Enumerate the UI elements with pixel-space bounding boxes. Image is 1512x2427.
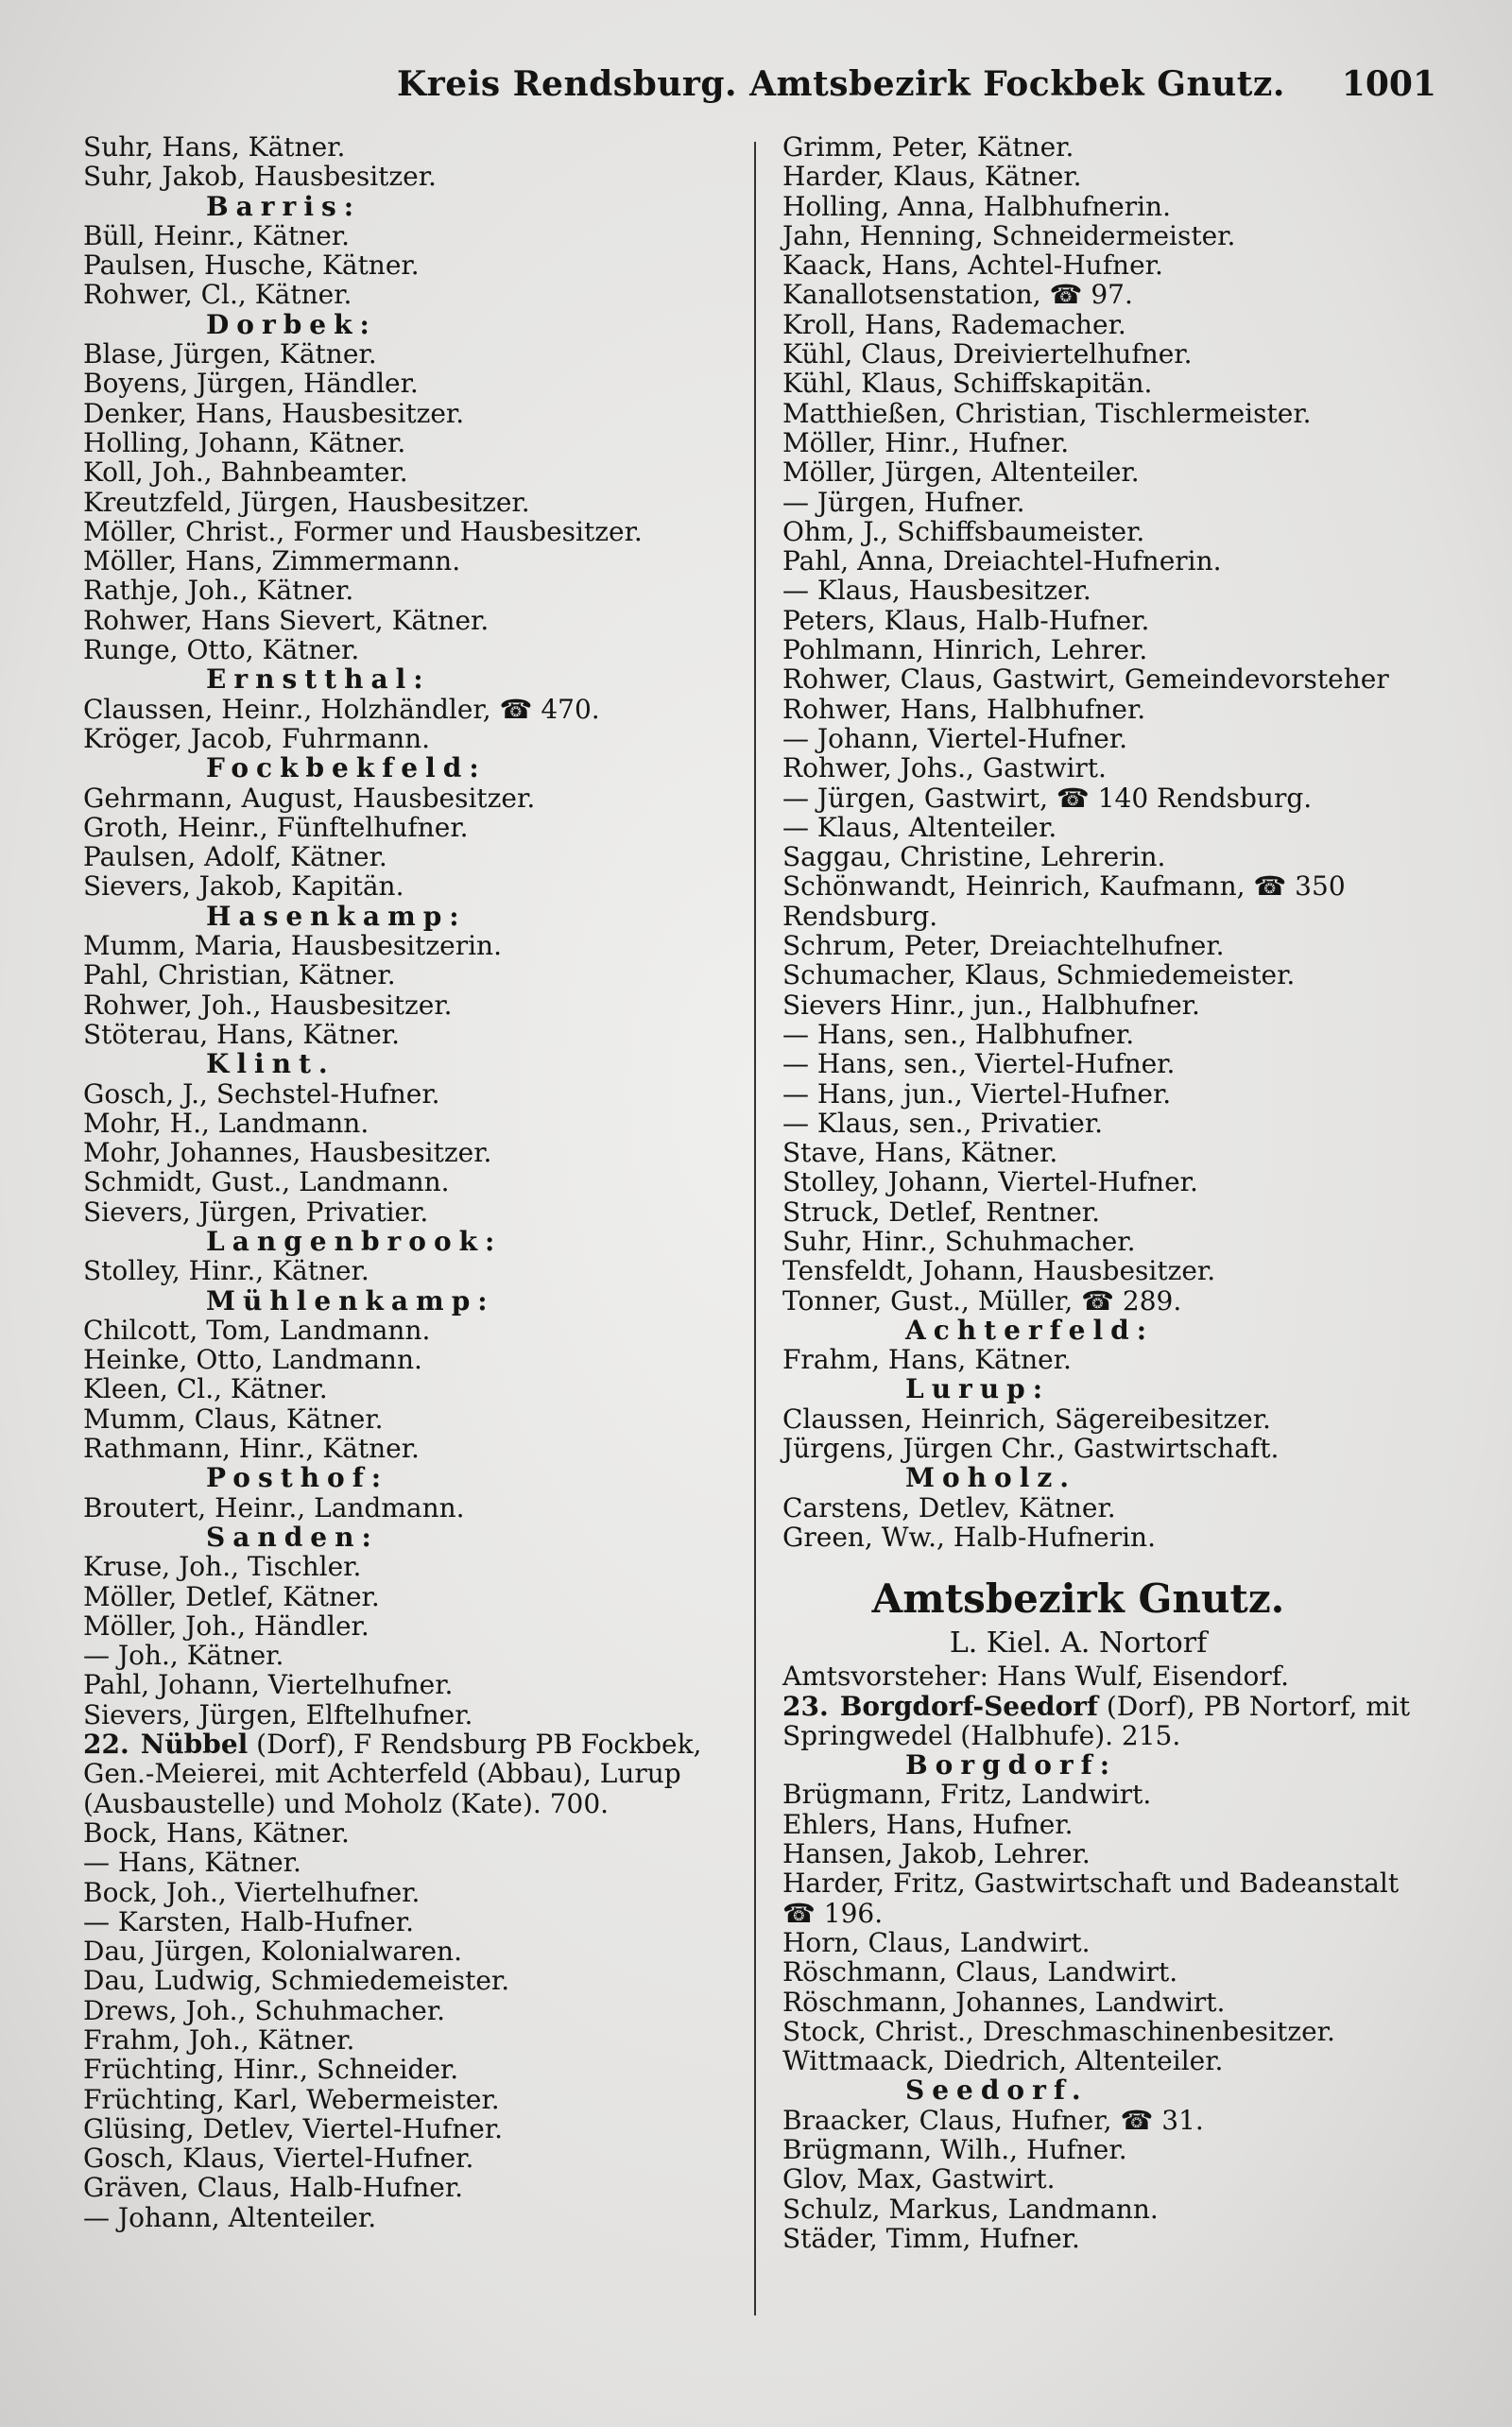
resident-entry: Suhr, Jakob, Hausbesitzer. [83,161,437,193]
resident-entry: — Hans, Kätner. [83,1847,301,1879]
resident-entry: Tensfeldt, Johann, Hausbesitzer. [782,1255,1216,1287]
resident-entry: Boyens, Jürgen, Händler. [83,368,419,400]
resident-entry: ☎ 196. [782,1897,884,1929]
resident-entry: — Jürgen, Hufner. [782,486,1025,518]
resident-entry: Kühl, Klaus, Schiffskapitän. [782,368,1153,400]
resident-entry: Chilcott, Tom, Landmann. [83,1314,431,1346]
resident-entry: Glüsing, Detlev, Viertel-Hufner. [83,2112,504,2144]
resident-entry: Stock, Christ., Dreschmaschinenbesitzer. [782,2015,1335,2047]
resident-entry: Möller, Joh., Händler. [83,1609,369,1642]
resident-entry: Peters, Klaus, Halb-Hufner. [782,604,1150,636]
district-subtitle: L. Kiel. A. Nortorf [949,1627,1208,1661]
section-heading: Klint. [206,1048,335,1080]
resident-entry: Kleen, Cl., Kätner. [83,1373,328,1405]
resident-entry: Stolley, Johann, Viertel-Hufner. [782,1166,1198,1198]
resident-entry: Tonner, Gust., Müller, ☎ 289. [782,1284,1182,1317]
resident-entry: — Hans, sen., Halbhufner. [782,1018,1135,1050]
page-header [0,59,1512,115]
resident-entry: Gosch, J., Sechstel-Hufner. [83,1077,440,1110]
resident-entry: Rathje, Joh., Kätner. [83,575,354,607]
village-name: Borgdorf-Seedorf [839,1690,1098,1722]
resident-entry: Ohm, J., Schiffsbaumeister. [782,515,1145,547]
resident-entry: Denker, Hans, Hausbesitzer. [83,397,465,429]
resident-entry: Schmidt, Gust., Landmann. [83,1166,450,1198]
section-heading: Posthof: [206,1462,389,1494]
resident-entry: Brügmann, Wilh., Hufner. [782,2134,1127,2165]
village-entry [782,1692,1431,1751]
resident-entry: Mohr, H., Landmann. [83,1107,369,1139]
resident-entry: Ehlers, Hans, Hufner. [782,1808,1074,1840]
resident-entry: Schönwandt, Heinrich, Kaufmann, ☎ 350 [782,870,1346,903]
resident-entry: Rendsburg. [782,900,938,932]
village-entry [83,1730,735,1818]
section-heading: Mühlenkamp: [206,1284,495,1317]
entry-number: 22. [83,1729,129,1761]
resident-entry: Saggau, Christine, Lehrerin. [782,841,1166,873]
resident-entry: Jahn, Henning, Schneidermeister. [782,219,1236,251]
resident-entry: Suhr, Hinr., Schuhmacher. [782,1225,1136,1257]
resident-entry: Stolley, Hinr., Kätner. [83,1255,369,1287]
section-heading: Ernstthal: [206,663,431,696]
section-heading: Fockbekfeld: [206,752,487,784]
resident-entry: Glov, Max, Gastwirt. [782,2163,1056,2195]
entry-number: 23. [782,1690,829,1722]
resident-entry: Rohwer, Cl., Kätner. [83,279,352,311]
resident-entry: Röschmann, Johannes, Landwirt. [782,1986,1226,2018]
header-title: Kreis Rendsburg. Amtsbezirk Fockbek Gnutz. [397,64,1285,104]
resident-entry: Frahm, Joh., Kätner. [83,2024,355,2056]
resident-entry: Büll, Heinr., Kätner. [83,219,350,251]
resident-entry: Kruse, Joh., Tischler. [83,1551,362,1583]
section-heading: Borgdorf: [905,1749,1118,1782]
resident-entry: Mohr, Johannes, Hausbesitzer. [83,1137,492,1169]
resident-entry: Sievers, Jürgen, Elftelhufner. [83,1698,473,1730]
resident-entry: Grimm, Peter, Kätner. [782,131,1074,163]
left-column [83,132,735,2232]
section-heading: Hasenkamp: [206,900,467,932]
page-number: 1001 [1341,64,1436,104]
resident-entry: Runge, Otto, Kätner. [83,634,360,666]
section-heading: Seedorf. [905,2074,1089,2107]
resident-entry: Mumm, Maria, Hausbesitzerin. [83,930,502,962]
resident-entry: Pohlmann, Hinrich, Lehrer. [782,634,1148,666]
resident-entry: Harder, Fritz, Gastwirtschaft und Badeanstalt [782,1868,1400,1900]
resident-entry: Paulsen, Adolf, Kätner. [83,841,387,873]
section-heading: Achterfeld: [905,1314,1155,1346]
section-heading: Moholz. [905,1462,1076,1494]
resident-entry: Schulz, Markus, Landmann. [782,2193,1159,2225]
resident-entry: — Klaus, Altenteiler. [782,811,1057,843]
resident-entry: — Jürgen, Gastwirt, ☎ 140 Rendsburg. [782,782,1313,814]
resident-entry: Möller, Christ., Former und Hausbesitzer. [83,515,643,547]
resident-entry: Green, Ww., Halb-Hufnerin. [782,1521,1156,1553]
resident-entry: — Hans, jun., Viertel-Hufner. [782,1077,1172,1110]
resident-entry: Gosch, Klaus, Viertel-Hufner. [83,2143,474,2175]
resident-entry: Kaack, Hans, Achtel-Hufner. [782,250,1163,282]
resident-entry: Kühl, Claus, Dreiviertelhufner. [782,338,1193,370]
resident-entry: Drews, Joh., Schuhmacher. [83,1994,446,2026]
resident-entry: Möller, Hinr., Hufner. [782,426,1070,458]
resident-entry: Möller, Jürgen, Altenteiler. [782,456,1140,489]
section-heading: Sanden: [206,1521,379,1553]
resident-entry: Pahl, Johann, Viertelhufner. [83,1669,454,1701]
resident-entry: Matthießen, Christian, Tischlermeister. [782,397,1312,429]
resident-entry: Stöterau, Hans, Kätner. [83,1018,401,1050]
resident-entry: Claussen, Heinr., Holzhändler, ☎ 470. [83,693,600,725]
resident-entry: Hansen, Jakob, Lehrer. [782,1838,1091,1870]
resident-entry: Struck, Detlef, Rentner. [782,1196,1101,1228]
resident-entry: — Hans, sen., Viertel-Hufner. [782,1048,1176,1080]
resident-entry: Kreutzfeld, Jürgen, Hausbesitzer. [83,486,530,518]
column-divider [754,142,756,2315]
village-details: (Dorf), PB Nortorf, mit Springwedel (Halbhufe). 215. [782,1690,1411,1751]
resident-entry: — Johann, Viertel-Hufner. [782,722,1128,754]
resident-entry: — Karsten, Halb-Hufner. [83,1905,414,1937]
resident-entry: Kroll, Hans, Rademacher. [782,308,1126,340]
resident-entry: Gräven, Claus, Halb-Hufner. [83,2172,464,2204]
resident-entry: — Johann, Altenteiler. [83,2201,377,2233]
resident-entry: Jürgens, Jürgen Chr., Gastwirtschaft. [782,1433,1280,1465]
resident-entry: Braacker, Claus, Hufner, ☎ 31. [782,2104,1204,2136]
section-heading: Barris: [206,190,362,222]
resident-entry: — Klaus, sen., Privatier. [782,1107,1104,1139]
resident-entry: Bock, Hans, Kätner. [83,1816,350,1849]
resident-entry: Mumm, Claus, Kätner. [83,1403,384,1435]
resident-entry: Rohwer, Hans, Halbhufner. [782,693,1146,725]
resident-entry: Holling, Johann, Kätner. [83,426,406,458]
resident-entry: Möller, Detlef, Kätner. [83,1580,380,1612]
resident-entry: Schrum, Peter, Dreiachtelhufner. [782,930,1225,962]
resident-entry: Rathmann, Hinr., Kätner. [83,1433,420,1465]
resident-entry: Paulsen, Husche, Kätner. [83,250,420,282]
resident-entry: Rohwer, Joh., Hausbesitzer. [83,989,453,1021]
resident-entry: Dau, Ludwig, Schmiedemeister. [83,1965,510,1997]
resident-entry: Pahl, Anna, Dreiachtel-Hufnerin. [782,545,1222,577]
district-title: Amtsbezirk Gnutz. [871,1575,1285,1623]
resident-entry: Röschmann, Claus, Landwirt. [782,1956,1178,1988]
resident-entry: Sievers, Jakob, Kapitän. [83,870,404,903]
resident-entry: Sievers Hinr., jun., Halbhufner. [782,989,1200,1021]
resident-entry: Rohwer, Claus, Gastwirt, Gemeindevorsteher [782,663,1389,696]
resident-entry: Amtsvorsteher: Hans Wulf, Eisendorf. [782,1661,1289,1693]
resident-entry: Koll, Joh., Bahnbeamter. [83,456,408,489]
resident-entry: — Joh., Kätner. [83,1640,284,1672]
resident-entry: Städer, Timm, Hufner. [782,2222,1080,2254]
resident-entry: — Klaus, Hausbesitzer. [782,575,1091,607]
section-heading: Dorbek: [206,308,377,340]
resident-entry: Holling, Anna, Halbhufnerin. [782,190,1171,222]
resident-entry: Rohwer, Hans Sievert, Kätner. [83,604,490,636]
section-heading: Lurup: [905,1373,1051,1405]
resident-entry: Sievers, Jürgen, Privatier. [83,1196,429,1228]
resident-entry: Pahl, Christian, Kätner. [83,959,396,991]
right-column [782,132,1431,2253]
resident-entry: Früchting, Karl, Webermeister. [83,2083,500,2115]
resident-entry: Dau, Jürgen, Kolonialwaren. [83,1936,462,1968]
resident-entry: Carstens, Detlev, Kätner. [782,1491,1116,1523]
resident-entry: Brügmann, Fritz, Landwirt. [782,1779,1152,1811]
resident-entry: Blase, Jürgen, Kätner. [83,338,377,370]
resident-entry: Suhr, Hans, Kätner. [83,131,346,163]
resident-entry: Harder, Klaus, Kätner. [782,161,1082,193]
resident-entry: Wittmaack, Diedrich, Altenteiler. [782,2045,1224,2077]
resident-entry: Groth, Heinr., Fünftelhufner. [83,811,469,843]
resident-entry: Kröger, Jacob, Fuhrmann. [83,722,431,754]
section-heading: Langenbrook: [206,1225,503,1257]
resident-entry: Gehrmann, August, Hausbesitzer. [83,782,536,814]
resident-entry: Frahm, Hans, Kätner. [782,1344,1072,1376]
resident-entry: Bock, Joh., Viertelhufner. [83,1876,421,1908]
resident-entry: Claussen, Heinrich, Sägereibesitzer. [782,1403,1271,1435]
resident-entry: Möller, Hans, Zimmermann. [83,545,461,577]
resident-entry: Stave, Hans, Kätner. [782,1137,1058,1169]
resident-entry: Kanallotsenstation, ☎ 97. [782,279,1133,311]
village-details: (Dorf), F Rendsburg PB Fockbek, Gen.-Meierei, mit Achterfeld (Abbau), Lurup (Ausbaustelle) und Moholz (Kate). 700. [83,1729,702,1819]
village-name: Nübbel [140,1729,249,1761]
resident-entry: Schumacher, Klaus, Schmiedemeister. [782,959,1296,991]
resident-entry: Rohwer, Johs., Gastwirt. [782,752,1107,784]
resident-entry: Heinke, Otto, Landmann. [83,1344,422,1376]
resident-entry: Horn, Claus, Landwirt. [782,1926,1091,1958]
resident-entry: Broutert, Heinr., Landmann. [83,1491,465,1523]
resident-entry: Früchting, Hinr., Schneider. [83,2054,459,2086]
